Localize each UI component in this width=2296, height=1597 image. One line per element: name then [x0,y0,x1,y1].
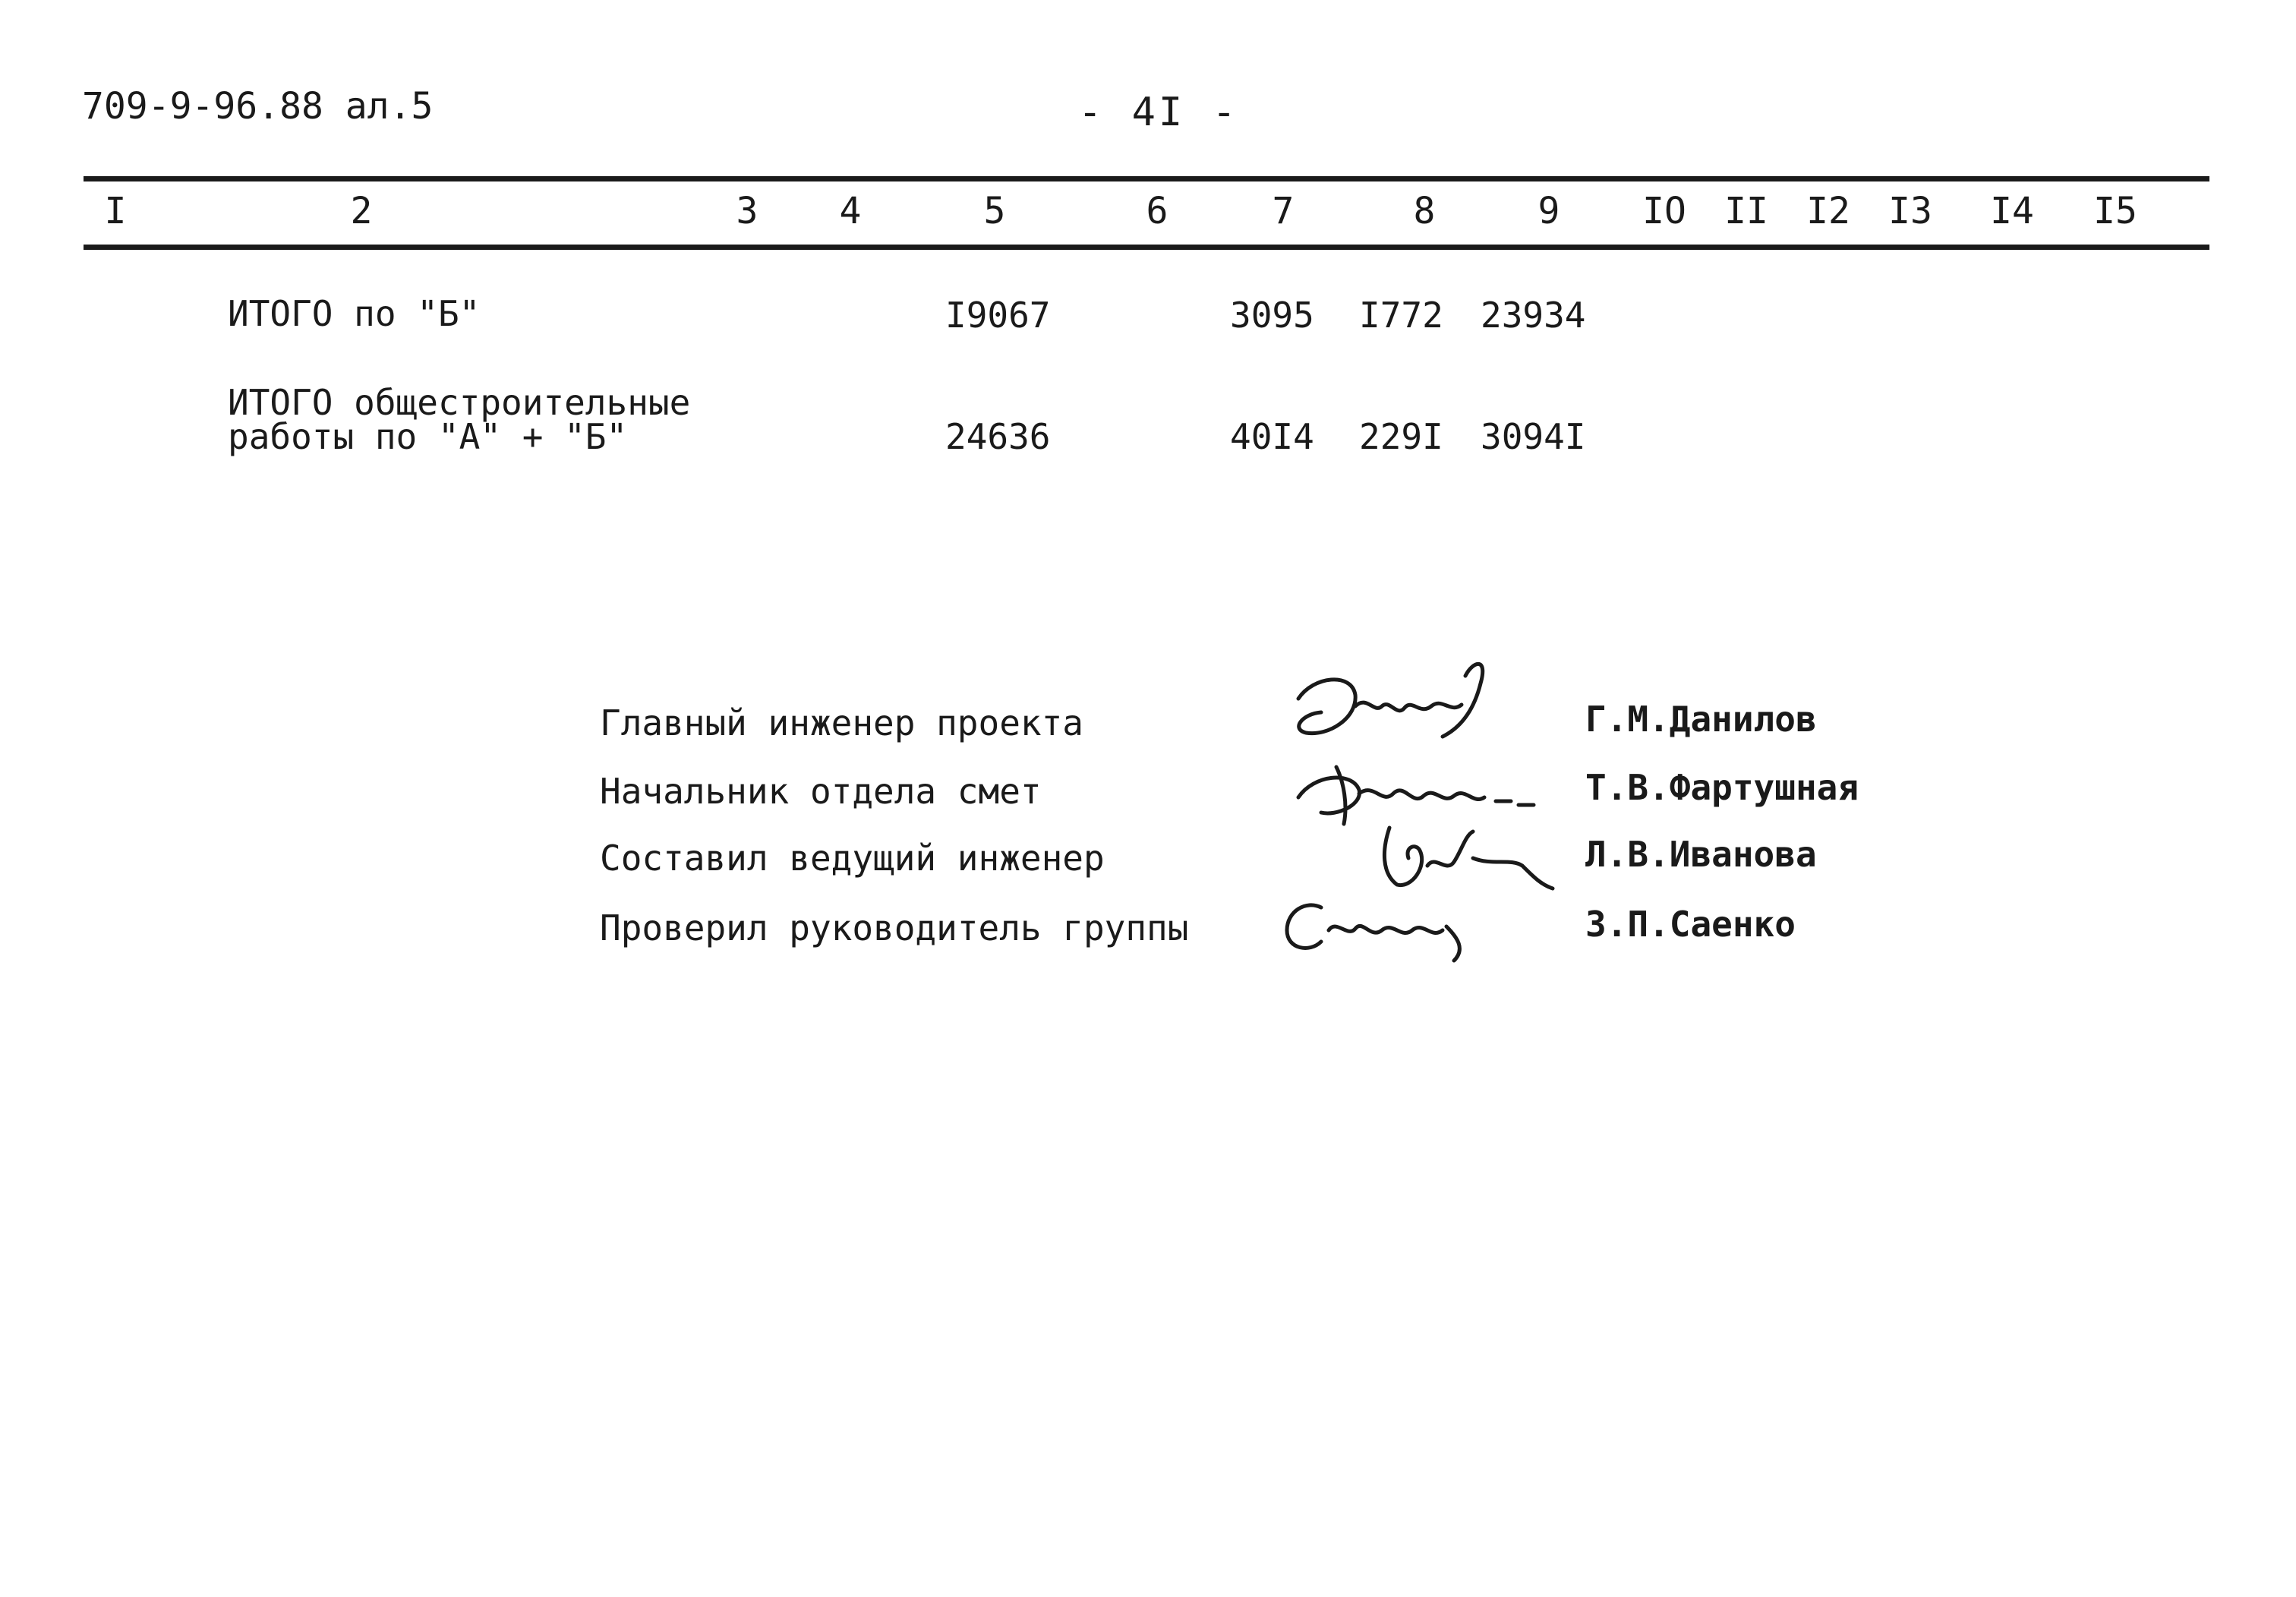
cell-col7: 3095 [1230,295,1314,336]
row-label-line-1: ИТОГО общестроительные [228,382,691,423]
signer-name: Т.В.Фартушная [1585,767,1859,808]
cell-col9: 3094I [1481,416,1586,457]
document-code: 709-9-96.88 ал.5 [82,85,434,128]
cell-col8: I772 [1359,295,1443,336]
signer-name: Г.М.Данилов [1585,699,1817,740]
signer-role: Главный инженер проекта [600,702,1083,743]
table-top-rule [84,176,2209,181]
handwritten-signature-4 [1276,885,1488,968]
column-header: 7 [1272,190,1295,232]
handwritten-signature-1 [1283,653,1526,759]
signer-role: Начальник отдела смет [600,771,1042,812]
cell-col8: 229I [1359,416,1443,457]
column-header: 3 [736,190,758,232]
cell-col9: 23934 [1481,295,1586,336]
column-header: 4 [839,190,862,232]
column-header: I [104,190,127,232]
row-label-line-2: работы по "А" + "Б" [228,416,628,457]
handwritten-signature-3 [1359,813,1556,896]
page-number: - 4I - [1078,90,1239,135]
row-label: ИТОГО по "Б" [228,293,481,334]
column-header: 9 [1538,190,1560,232]
signer-role: Проверил руководитель группы [600,907,1189,948]
cell-col5: 24636 [945,416,1051,457]
table-header-rule [84,245,2209,250]
column-header: IO [1642,190,1686,232]
signer-name: З.П.Саенко [1585,904,1796,945]
column-header: I4 [1990,190,2034,232]
column-header: 8 [1413,190,1436,232]
cell-col5: I9067 [945,295,1051,336]
column-header: 5 [983,190,1006,232]
signer-name: Л.В.Иванова [1585,834,1817,875]
column-header: II [1724,190,1768,232]
cell-col7: 40I4 [1230,416,1314,457]
signer-role: Составил ведущий инженер [600,838,1105,879]
column-header: 2 [350,190,373,232]
column-header: I2 [1806,190,1850,232]
column-header: I5 [2093,190,2137,232]
column-header: I3 [1888,190,1932,232]
column-header: 6 [1146,190,1168,232]
